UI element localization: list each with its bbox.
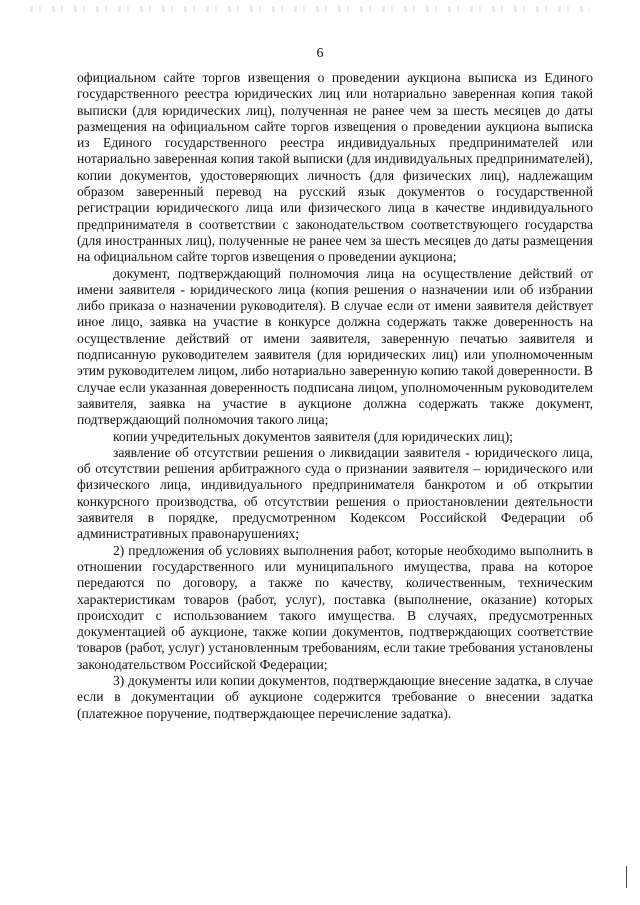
paragraph-continuation: официальном сайте торгов извещения о проведении аукциона выписка из Единого государственного реестра юридических лиц или нотариально заверенная копия такой выписки (для юридических лиц), полученная не ранее чем за шесть месяцев до даты размещения на официальном сайте торгов извещения о проведении аукциона выписка из Единого государственного реестра индивидуальных предпринимателей или нотариально заверенная копия такой выписки (для индивидуальных предпринимателей), копии документов, удостоверяющих личность (для физических лиц), надлежащим образом заверенный перевод на русский язык документов о государственной регистрации юридического лица или физического лица в качестве индивидуального предпринимателя в соответствии с законодательством соответствующего государства (для иностранных лиц), полученные не ранее чем за шесть месяцев до даты размещения на официальном сайте торгов извещения о проведении аукциона; xyxy=(77,70,593,265)
margin-mark xyxy=(626,866,627,888)
paragraph-liquidation-statement: заявление об отсутствии решения о ликвидации заявителя - юридического лица, об отсутствии решения арбитражного суда о признании заявителя – юридического или физического лица, индивидуального предпринимателя банкротом и об открытии конкурсного производства, об отсутствии решения о приостановлении деятельности заявителя в порядке, предусмотренном Кодексом Российской Федерации об административных правонарушениях; xyxy=(77,444,593,542)
paragraph-item-3-deposit: 3) документы или копии документов, подтверждающие внесение задатка, в случае если в документации об аукционе содержится требование о внесении задатка (платежное поручение, подтверждающее перечисление задатка). xyxy=(77,672,593,721)
paragraph-founding-documents: копии учредительных документов заявителя (для юридических лиц); xyxy=(113,428,514,444)
page-number: 6 xyxy=(316,46,324,61)
scan-artifact xyxy=(30,6,590,12)
document-body xyxy=(77,70,593,722)
paragraph-authority-document: документ, подтверждающий полномочия лица на осуществление действий от имени заявителя - юридического лица (копия решения о назначении или об избрании либо приказа о назначении руководителя). В случае если от имени заявителя действует иное лицо, заявка на участие в конкурсе должна содержать также доверенность на осуществление действий от имени заявителя, заверенную печатью заявителя и подписанную руководителем заявителя (для юридических лиц) или уполномоченным этим руководителем лицом, либо нотариально заверенную копию такой доверенности. В случае если указанная доверенность подписана лицом, уполномоченным руководителем заявителя, заявка на участие в аукционе должна содержать также документ, подтверждающий полномочия такого лица; xyxy=(77,265,593,428)
paragraph-item-2-proposals: 2) предложения об условиях выполнения работ, которые необходимо выполнить в отношении государственного или муниципального имущества, права на которое передаются по договору, а также по качеству, количественным, техническим характеристикам товаров (работ, услуг), поставка (выполнение, оказание) которых происходит с использованием такого имущества. В случаях, предусмотренных документацией об аукционе, также копии документов, подтверждающих соответствие товаров (работ, услуг) установленным требованиям, если такие требования установлены законодательством Российской Федерации; xyxy=(77,542,593,672)
